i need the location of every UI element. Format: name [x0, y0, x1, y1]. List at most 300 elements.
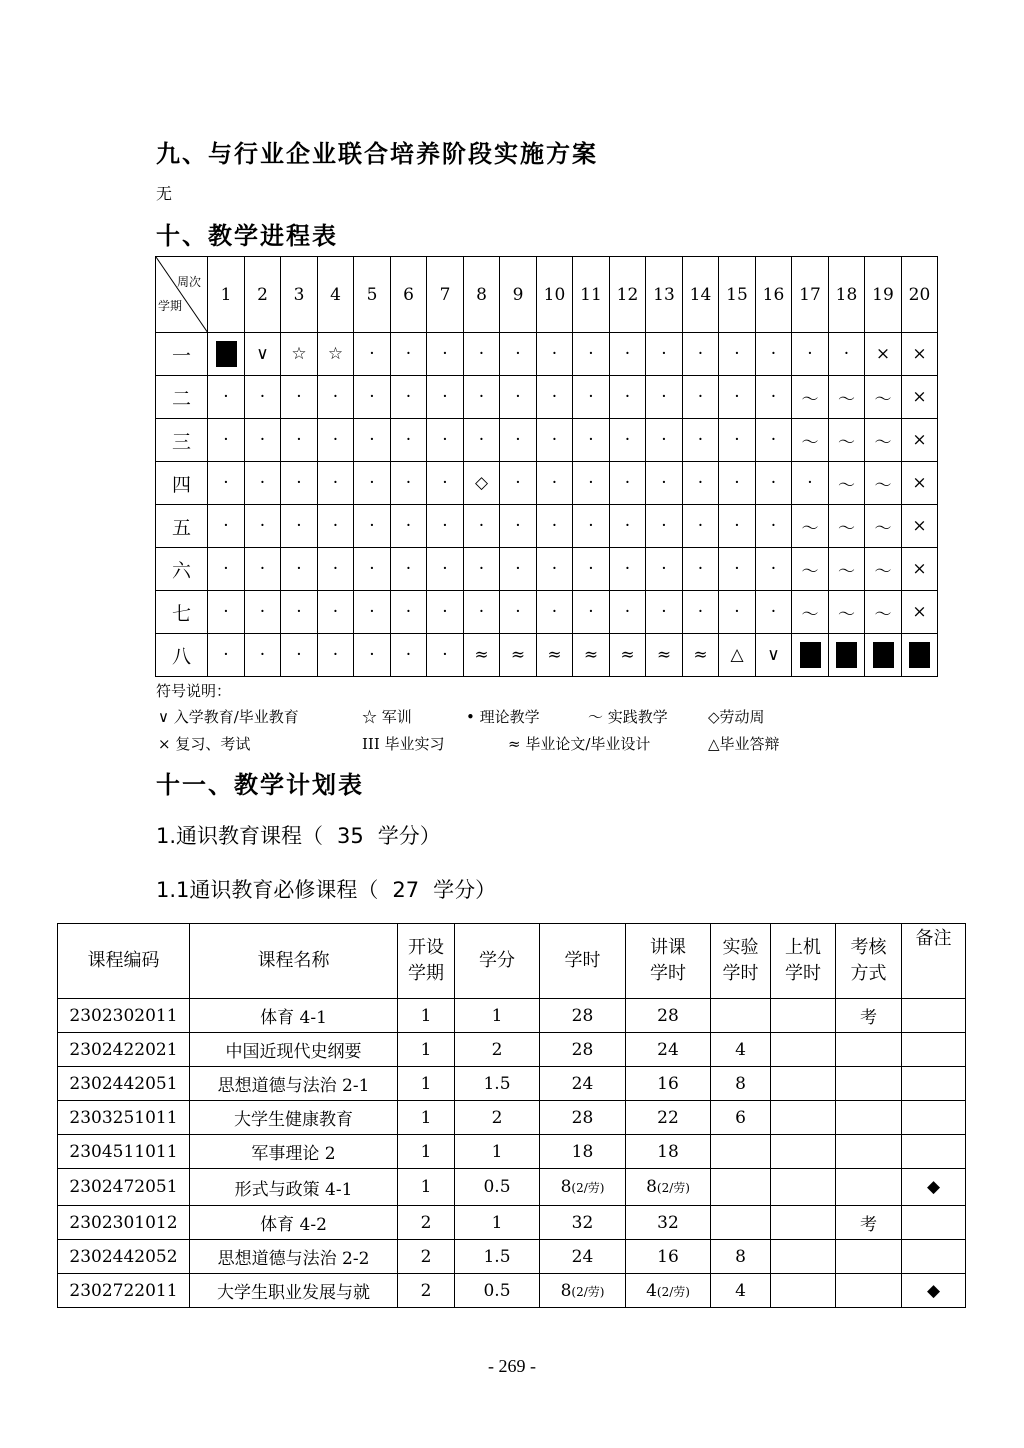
course-computer-hours [771, 1135, 836, 1169]
week-header-cell: 20 [902, 257, 938, 333]
schedule-cell: ～ [865, 462, 902, 505]
schedule-cell: · [573, 419, 610, 462]
semester-label: 三 [156, 419, 208, 462]
week-header-cell: 15 [719, 257, 756, 333]
header-term [398, 924, 455, 999]
course-credit: 1 [455, 1135, 540, 1169]
course-exam-type [836, 1274, 902, 1308]
section10-title: 十、教学进程表 [156, 222, 338, 250]
course-hours [540, 1240, 626, 1274]
schedule-cell: · [610, 591, 646, 634]
course-term: 2 [398, 1240, 455, 1274]
schedule-cell: ～ [792, 376, 829, 419]
schedule-cell: · [829, 333, 865, 376]
schedule-cell: ～ [792, 505, 829, 548]
schedule-cell: ～ [829, 419, 865, 462]
legend-entry: ≈ 毕业论文/毕业设计 [508, 735, 651, 753]
schedule-cell: ～ [829, 591, 865, 634]
schedule-cell: × [902, 376, 938, 419]
schedule-cell: · [208, 591, 245, 634]
schedule-cell: · [756, 548, 792, 591]
schedule-cell: ～ [829, 376, 865, 419]
legend-entry: ☆ 军训 [362, 708, 412, 726]
schedule-cell: · [573, 591, 610, 634]
graduation-internship-block [873, 642, 894, 668]
course-exam-type [836, 1135, 902, 1169]
header-lab-line2: 学时 [722, 963, 759, 984]
graduation-internship-block [836, 642, 857, 668]
course-row [58, 1274, 966, 1308]
course-name: 军事理论 2 [190, 1135, 398, 1169]
course-name: 体育 4-1 [190, 999, 398, 1033]
semester-label: 四 [156, 462, 208, 505]
schedule-cell: · [500, 505, 537, 548]
schedule-cell: · [646, 333, 683, 376]
schedule-cell: · [354, 419, 391, 462]
schedule-cell: × [902, 462, 938, 505]
subsection-prefix: 1.1通识教育必修课程（ [156, 878, 379, 902]
course-lecture-hours [626, 1067, 711, 1101]
course-exam-type: 考 [836, 1206, 902, 1240]
header-course-name: 课程名称 [190, 924, 398, 999]
course-lab-hours: 8 [711, 1240, 771, 1274]
course-row [58, 1033, 966, 1067]
schedule-cell: · [683, 333, 719, 376]
course-credit: 1.5 [455, 1067, 540, 1101]
graduation-internship-block [909, 642, 930, 668]
course-name: 大学生职业发展与就 [190, 1274, 398, 1308]
semester-row [156, 376, 938, 419]
schedule-cell: × [902, 505, 938, 548]
schedule-cell: · [464, 548, 500, 591]
schedule-header-row [156, 257, 938, 333]
schedule-cell: · [756, 376, 792, 419]
schedule-cell: × [902, 548, 938, 591]
schedule-cell: · [245, 462, 281, 505]
course-row [58, 1067, 966, 1101]
course-exam-type [836, 1169, 902, 1206]
week-header-cell: 5 [354, 257, 391, 333]
course-credit: 1.5 [455, 1240, 540, 1274]
schedule-cell: · [391, 462, 427, 505]
hours-note: (2/劳) [571, 1181, 605, 1195]
schedule-cell: ～ [792, 548, 829, 591]
header-lecture-line2: 学时 [650, 963, 686, 984]
subsection-general-education [156, 820, 441, 850]
course-computer-hours [771, 1206, 836, 1240]
header-computer-line1: 上机 [785, 937, 821, 958]
course-lab-hours: 4 [711, 1274, 771, 1308]
hours-note: (2/劳) [656, 1181, 690, 1195]
subsection-credits: 27 [392, 878, 420, 902]
subsection-credits: 35 [337, 824, 364, 848]
course-term: 2 [398, 1274, 455, 1308]
schedule-cell: · [610, 419, 646, 462]
schedule-cell: · [683, 376, 719, 419]
week-header-cell: 12 [610, 257, 646, 333]
course-hours [540, 1274, 626, 1308]
schedule-cell: · [464, 419, 500, 462]
schedule-cell: · [208, 462, 245, 505]
semester-label: 六 [156, 548, 208, 591]
schedule-cell: ≈ [537, 634, 573, 677]
course-hours [540, 1101, 626, 1135]
course-hours [540, 999, 626, 1033]
course-computer-hours [771, 1101, 836, 1135]
week-header-cell: 1 [208, 257, 245, 333]
schedule-cell: ≈ [464, 634, 500, 677]
schedule-cell: · [573, 376, 610, 419]
schedule-cell: ～ [865, 376, 902, 419]
schedule-cell [208, 333, 245, 376]
course-hours [540, 1067, 626, 1101]
course-credit: 0.5 [455, 1169, 540, 1206]
schedule-cell: ≈ [683, 634, 719, 677]
schedule-cell: · [427, 419, 464, 462]
schedule-cell: · [281, 634, 318, 677]
schedule-cell: · [427, 634, 464, 677]
course-hours [540, 1206, 626, 1240]
schedule-cell: · [354, 333, 391, 376]
schedule-cell: · [391, 591, 427, 634]
header-computer-line2: 学时 [785, 963, 821, 984]
schedule-cell: · [719, 462, 756, 505]
legend-entry: III 毕业实习 [362, 735, 445, 753]
section11-title: 十一、教学计划表 [156, 771, 364, 799]
legend-entry: ∨ 入学教育/毕业教育 [158, 708, 299, 726]
course-name: 思想道德与法治 2-2 [190, 1240, 398, 1274]
course-plan-table [57, 923, 966, 1308]
schedule-cell: · [719, 548, 756, 591]
course-lecture-hours [626, 1033, 711, 1067]
course-term: 1 [398, 999, 455, 1033]
header-computer-hours [771, 924, 836, 999]
course-lecture-hours [626, 1206, 711, 1240]
hours-value: 18 [571, 1141, 594, 1162]
course-hours [540, 1135, 626, 1169]
schedule-cell: · [719, 505, 756, 548]
week-header-cell: 19 [865, 257, 902, 333]
header-remark: 备注 [902, 924, 966, 999]
schedule-table [155, 256, 938, 677]
semester-label: 八 [156, 634, 208, 677]
course-exam-type [836, 1240, 902, 1274]
legend-entry: • 理论教学 [466, 708, 540, 726]
week-header-cell: 3 [281, 257, 318, 333]
schedule-cell: · [500, 376, 537, 419]
header-lecture-hours [626, 924, 711, 999]
schedule-cell: · [537, 333, 573, 376]
schedule-cell: · [427, 462, 464, 505]
schedule-cell: · [537, 591, 573, 634]
schedule-cell: · [683, 505, 719, 548]
schedule-cell: · [683, 462, 719, 505]
schedule-cell: · [354, 376, 391, 419]
course-code: 2302442051 [58, 1067, 190, 1101]
course-lab-hours [711, 1135, 771, 1169]
course-code: 2302442052 [58, 1240, 190, 1274]
schedule-cell: ～ [829, 462, 865, 505]
course-lab-hours [711, 1206, 771, 1240]
schedule-cell: · [792, 333, 829, 376]
course-hours [540, 1169, 626, 1206]
schedule-cell: · [610, 548, 646, 591]
schedule-cell: · [719, 333, 756, 376]
course-row [58, 1240, 966, 1274]
schedule-cell: · [646, 462, 683, 505]
course-computer-hours [771, 1240, 836, 1274]
schedule-cell: · [464, 376, 500, 419]
course-lab-hours: 4 [711, 1033, 771, 1067]
semester-row [156, 591, 938, 634]
course-term: 1 [398, 1135, 455, 1169]
course-lab-hours [711, 1169, 771, 1206]
schedule-cell: · [245, 591, 281, 634]
course-remark [902, 1206, 966, 1240]
schedule-cell: ～ [829, 548, 865, 591]
schedule-cell: ～ [792, 419, 829, 462]
course-row [58, 1101, 966, 1135]
course-remark [902, 1135, 966, 1169]
schedule-cell: ～ [865, 505, 902, 548]
subsection-suffix: 学分） [377, 824, 441, 848]
schedule-cell: · [391, 376, 427, 419]
lecture-value: 28 [657, 1005, 679, 1026]
schedule-cell: · [208, 634, 245, 677]
graduation-internship-block [216, 341, 237, 367]
schedule-cell: ≈ [610, 634, 646, 677]
lecture-value: 8 [646, 1177, 657, 1197]
header-course-code: 课程编码 [58, 924, 190, 999]
schedule-cell: × [865, 333, 902, 376]
course-term: 1 [398, 1033, 455, 1067]
schedule-cell: · [318, 634, 354, 677]
course-name: 形式与政策 4-1 [190, 1169, 398, 1206]
schedule-cell: · [500, 591, 537, 634]
semester-label: 二 [156, 376, 208, 419]
schedule-cell: · [500, 419, 537, 462]
schedule-cell: × [902, 591, 938, 634]
schedule-cell: ∨ [756, 634, 792, 677]
course-computer-hours [771, 1274, 836, 1308]
course-code: 2302472051 [58, 1169, 190, 1206]
schedule-cell: · [646, 376, 683, 419]
hours-value: 32 [571, 1212, 594, 1233]
schedule-cell: · [245, 548, 281, 591]
legend-line-1 [0, 706, 1024, 726]
schedule-cell: ～ [792, 591, 829, 634]
header-exam-line2: 方式 [850, 963, 887, 984]
section9-title: 九、与行业企业联合培养阶段实施方案 [156, 140, 598, 168]
schedule-cell: · [318, 419, 354, 462]
course-remark [902, 1067, 966, 1101]
schedule-cell: · [792, 462, 829, 505]
course-lab-hours: 6 [711, 1101, 771, 1135]
semester-row [156, 462, 938, 505]
legend-entry: × 复习、考试 [158, 735, 251, 753]
schedule-cell: · [756, 505, 792, 548]
schedule-cell: · [208, 548, 245, 591]
schedule-cell: · [354, 591, 391, 634]
schedule-cell: ～ [865, 419, 902, 462]
schedule-cell: · [646, 505, 683, 548]
schedule-cell: · [318, 505, 354, 548]
lecture-value: 24 [657, 1039, 679, 1060]
schedule-cell: · [354, 634, 391, 677]
course-exam-type [836, 1101, 902, 1135]
schedule-cell: · [354, 462, 391, 505]
schedule-cell: · [610, 462, 646, 505]
schedule-cell: · [500, 333, 537, 376]
schedule-cell: · [500, 548, 537, 591]
schedule-cell: ～ [865, 548, 902, 591]
week-header-cell: 2 [245, 257, 281, 333]
week-header-cell: 7 [427, 257, 464, 333]
schedule-cell: · [537, 462, 573, 505]
week-header-cell: 17 [792, 257, 829, 333]
header-credit: 学分 [455, 924, 540, 999]
course-name: 大学生健康教育 [190, 1101, 398, 1135]
schedule-cell: · [427, 548, 464, 591]
schedule-cell: · [610, 333, 646, 376]
lecture-value: 22 [657, 1107, 679, 1128]
hours-value: 8 [560, 1177, 572, 1197]
course-row [58, 1135, 966, 1169]
schedule-cell: · [281, 376, 318, 419]
schedule-cell: · [245, 376, 281, 419]
schedule-cell [865, 634, 902, 677]
course-credit: 1 [455, 999, 540, 1033]
course-credit: 2 [455, 1033, 540, 1067]
schedule-cell: ≈ [573, 634, 610, 677]
schedule-cell: · [354, 548, 391, 591]
course-plan-header-row [58, 924, 966, 999]
schedule-cell: ∨ [245, 333, 281, 376]
schedule-cell: · [281, 548, 318, 591]
schedule-cell: · [281, 419, 318, 462]
schedule-cell: · [610, 376, 646, 419]
course-term: 1 [398, 1169, 455, 1206]
semester-label: 七 [156, 591, 208, 634]
week-header-cell: 13 [646, 257, 683, 333]
schedule-cell: · [391, 634, 427, 677]
course-credit: 1 [455, 1206, 540, 1240]
schedule-cell: · [756, 462, 792, 505]
course-code: 2302302011 [58, 999, 190, 1033]
schedule-cell: · [719, 419, 756, 462]
subsection-general-required [156, 874, 496, 904]
course-name: 体育 4-2 [190, 1206, 398, 1240]
hours-value: 28 [571, 1005, 594, 1026]
week-header-cell: 14 [683, 257, 719, 333]
header-exam-type [836, 924, 902, 999]
schedule-cell: · [756, 333, 792, 376]
course-lecture-hours [626, 999, 711, 1033]
hours-value: 24 [571, 1246, 594, 1267]
schedule-cell: · [537, 419, 573, 462]
course-term: 1 [398, 1067, 455, 1101]
schedule-cell: · [427, 376, 464, 419]
schedule-cell: · [281, 591, 318, 634]
course-lecture-hours [626, 1240, 711, 1274]
schedule-cell: ☆ [318, 333, 354, 376]
course-lecture-hours [626, 1135, 711, 1169]
schedule-cell: · [391, 333, 427, 376]
course-row [58, 999, 966, 1033]
week-header-cell: 11 [573, 257, 610, 333]
schedule-cell: · [391, 419, 427, 462]
hours-value: 28 [571, 1107, 594, 1128]
schedule-cell [829, 634, 865, 677]
schedule-cell: △ [719, 634, 756, 677]
legend-title: 符号说明： [156, 682, 232, 700]
course-remark [902, 1101, 966, 1135]
hours-note: (2/劳) [656, 1284, 690, 1299]
hours-value: 8 [560, 1280, 572, 1301]
course-computer-hours [771, 1033, 836, 1067]
week-header-cell: 8 [464, 257, 500, 333]
schedule-cell: · [537, 505, 573, 548]
header-hours: 学时 [540, 924, 626, 999]
course-remark: ◆ [902, 1169, 966, 1206]
legend-line-2 [0, 733, 1024, 753]
week-header-cell: 10 [537, 257, 573, 333]
week-header-cell: 16 [756, 257, 792, 333]
course-lecture-hours [626, 1274, 711, 1308]
schedule-cell: · [208, 376, 245, 419]
schedule-cell: · [245, 419, 281, 462]
schedule-cell: · [245, 505, 281, 548]
schedule-cell: · [281, 462, 318, 505]
course-remark [902, 1240, 966, 1274]
hours-note: (2/劳) [571, 1284, 605, 1299]
schedule-cell: · [610, 505, 646, 548]
schedule-cell [902, 634, 938, 677]
header-lab-line1: 实验 [722, 937, 759, 958]
semester-label: 一 [156, 333, 208, 376]
semester-row [156, 634, 938, 677]
course-exam-type [836, 1033, 902, 1067]
schedule-cell: ≈ [646, 634, 683, 677]
course-computer-hours [771, 999, 836, 1033]
header-exam-line1: 考核 [850, 937, 887, 958]
course-remark [902, 1033, 966, 1067]
header-term-line2: 学期 [408, 963, 444, 984]
semester-row [156, 548, 938, 591]
schedule-cell: · [391, 505, 427, 548]
schedule-cell: ☆ [281, 333, 318, 376]
course-exam-type [836, 1067, 902, 1101]
corner-semester-label: 学期 [158, 299, 183, 313]
course-credit: 0.5 [455, 1274, 540, 1308]
schedule-cell: · [391, 548, 427, 591]
week-header-cell: 6 [391, 257, 427, 333]
schedule-cell: ～ [829, 505, 865, 548]
hours-value: 28 [571, 1039, 594, 1060]
schedule-cell: · [719, 591, 756, 634]
schedule-cell: · [464, 505, 500, 548]
course-code: 2302422021 [58, 1033, 190, 1067]
hours-value: 24 [571, 1073, 594, 1094]
schedule-cell: · [683, 548, 719, 591]
course-code: 2303251011 [58, 1101, 190, 1135]
subsection-prefix: 1.通识教育课程（ [156, 824, 324, 848]
schedule-corner-cell [156, 257, 208, 333]
course-lecture-hours [626, 1101, 711, 1135]
schedule-cell: · [573, 462, 610, 505]
schedule-cell: · [683, 419, 719, 462]
week-header-cell: 4 [318, 257, 354, 333]
